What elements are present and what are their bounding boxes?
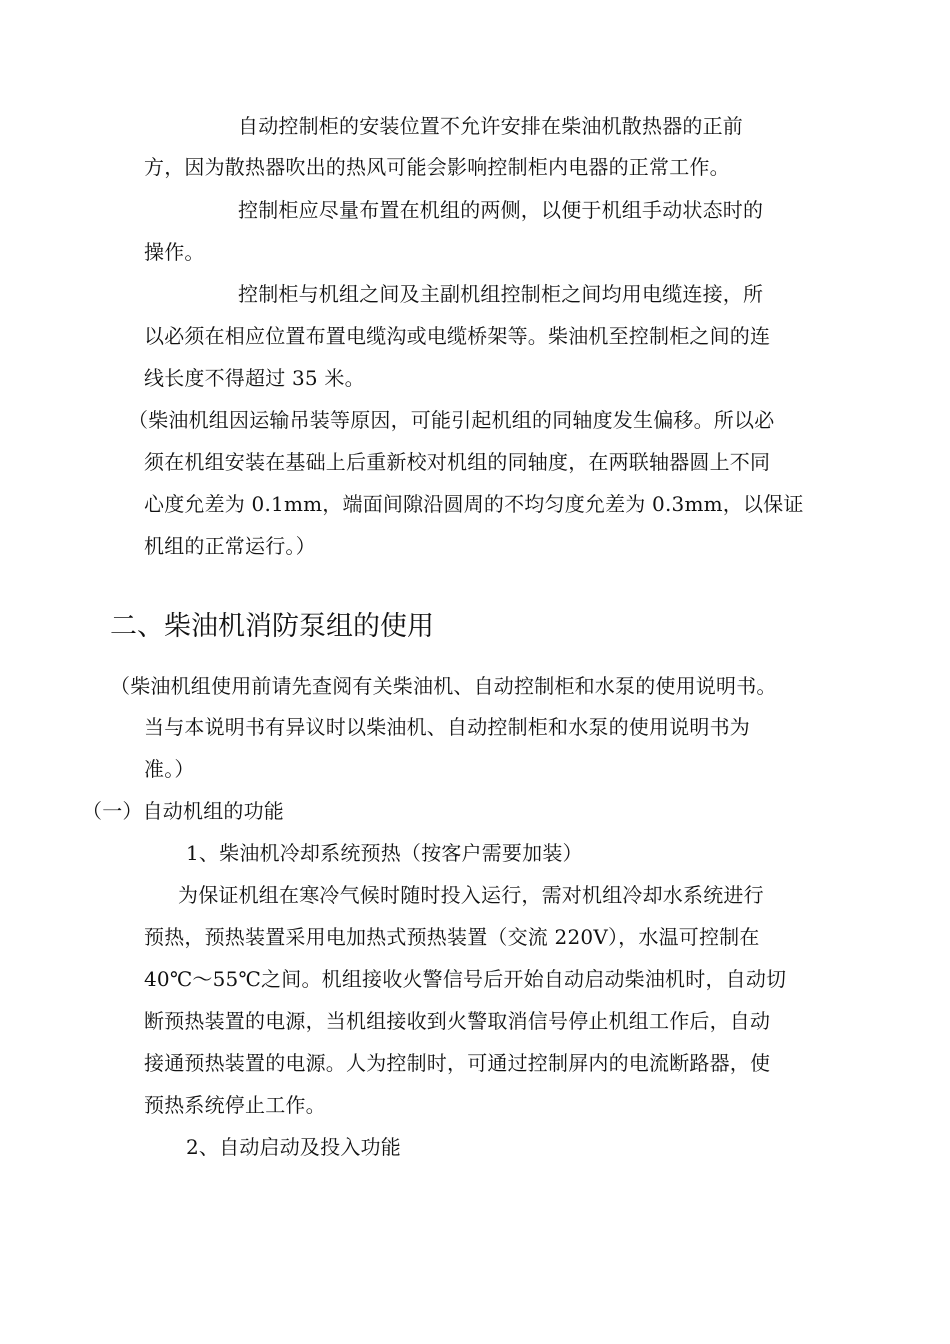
paragraph-2-line-2: 操作。 [144, 240, 205, 264]
subsection-heading: （一）自动机组的功能 [82, 799, 284, 823]
paragraph-1-line-1: 自动控制柜的安装位置不允许安排在柴油机散热器的正前 [238, 114, 743, 138]
paragraph-1-line-2: 方，因为散热器吹出的热风可能会影响控制柜内电器的正常工作。 [144, 155, 730, 179]
item-2-title: 2、自动启动及投入功能 [186, 1135, 401, 1159]
paragraph-3-line-2: 以必须在相应位置布置电缆沟或电缆桥架等。柴油机至控制柜之间的连 [144, 324, 771, 348]
note-line-2: 当与本说明书有异议时以柴油机、自动控制柜和水泵的使用说明书为 [144, 715, 750, 739]
item-1-line-1: 为保证机组在寒冷气候时随时投入运行，需对机组冷却水系统进行 [178, 883, 764, 907]
paragraph-2-line-1: 控制柜应尽量布置在机组的两侧，以便于机组手动状态时的 [238, 198, 764, 222]
paragraph-3-line-3: 线长度不得超过 35 米。 [144, 366, 365, 390]
item-1-line-6: 预热系统停止工作。 [144, 1093, 326, 1117]
note-line-3: 准。） [144, 757, 195, 781]
paragraph-4-line-3: 心度允差为 0.1mm，端面间隙沿圆周的不均匀度允差为 0.3mm，以保证 [144, 492, 804, 516]
paragraph-4-line-2: 须在机组安装在基础上后重新校对机组的同轴度，在两联轴器圆上不同 [144, 450, 771, 474]
item-1-line-2: 预热，预热装置采用电加热式预热装置（交流 220V），水温可控制在 [144, 925, 760, 949]
item-1-line-3: 40℃～55℃之间。机组接收火警信号后开始自动启动柴油机时，自动切 [144, 967, 787, 991]
section-heading: 二、柴油机消防泵组的使用 [110, 611, 434, 642]
note-line-1: （柴油机组使用前请先查阅有关柴油机、自动控制柜和水泵的使用说明书。 [110, 674, 777, 698]
paragraph-4-line-4: 机组的正常运行。） [144, 534, 316, 558]
item-1-line-5: 接通预热装置的电源。人为控制时，可通过控制屏内的电流断路器，使 [144, 1051, 771, 1075]
item-1-title: 1、柴油机冷却系统预热（按客户需要加装） [186, 841, 583, 865]
paragraph-4-line-1: （柴油机组因运输吊装等原因，可能引起机组的同轴度发生偏移。所以必 [128, 408, 775, 432]
item-1-line-4: 断预热装置的电源，当机组接收到火警取消信号停止机组工作后，自动 [144, 1009, 771, 1033]
paragraph-3-line-1: 控制柜与机组之间及主副机组控制柜之间均用电缆连接，所 [238, 282, 764, 306]
